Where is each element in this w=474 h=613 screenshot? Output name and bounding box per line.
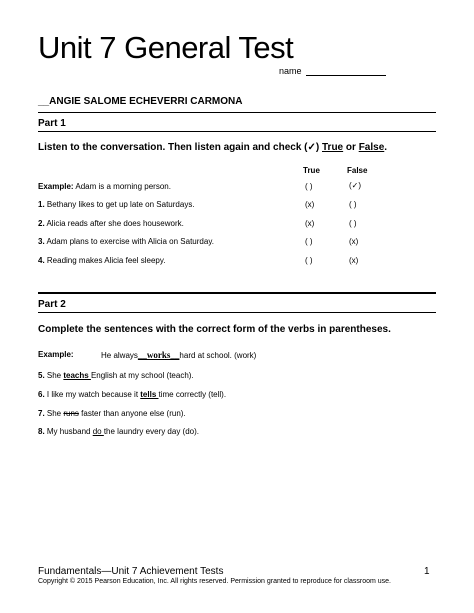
question-number: Example: xyxy=(38,182,74,191)
sentence-text: He always xyxy=(101,351,138,360)
sentence-number: 8. xyxy=(38,427,45,436)
question-text: Adam plans to exercise with Alicia on Saturday. xyxy=(44,237,214,246)
sentence-number: 6. xyxy=(38,390,45,399)
page-number: 1 xyxy=(424,566,430,577)
instruction-text: ) xyxy=(315,142,322,153)
sentence-text: English at my school (teach). xyxy=(90,371,194,380)
page-title: Unit 7 General Test xyxy=(38,30,294,65)
answer-blank: teachs xyxy=(63,371,91,380)
sentence-text: She xyxy=(44,409,64,418)
sentence-text: faster than anyone else (run). xyxy=(78,409,186,418)
false-mark: (✓) xyxy=(349,181,362,190)
sentence-row xyxy=(38,371,194,380)
false-mark: (x) xyxy=(349,237,359,246)
instruction-true: True xyxy=(322,142,344,153)
sentence-text: She xyxy=(44,371,64,380)
divider xyxy=(38,112,436,113)
sentence-text: I like my watch because it xyxy=(44,390,141,399)
sentence-text: hard at school. (work) xyxy=(179,351,257,360)
question-row xyxy=(38,219,184,228)
name-label: name xyxy=(279,66,302,76)
question-number: 3. xyxy=(38,237,45,246)
sentence-row xyxy=(38,390,226,399)
name-line xyxy=(306,66,386,76)
question-text: Adam is a morning person. xyxy=(73,182,171,191)
instruction-text: or xyxy=(343,142,359,153)
divider xyxy=(38,312,436,313)
instruction-text: Listen to the conversation. Then listen again and check ( xyxy=(38,142,308,153)
true-mark: ( ) xyxy=(305,182,313,191)
sentence-row xyxy=(38,427,199,436)
false-mark: ( ) xyxy=(349,219,357,228)
false-mark: ( ) xyxy=(349,200,357,209)
copyright-notice: Copyright © 2015 Pearson Education, Inc. All rights reserved. Permission granted to reproduce for classroom use. xyxy=(38,578,392,585)
part1-heading: Part 1 xyxy=(38,118,66,129)
part2-instruction: Complete the sentences with the correct form of the verbs in parentheses. xyxy=(38,324,391,335)
answer-blank: runs xyxy=(63,409,79,418)
true-mark: (x) xyxy=(305,200,315,209)
footer-title: Fundamentals—Unit 7 Achievement Tests xyxy=(38,566,224,577)
check-icon: ✓ xyxy=(307,142,316,153)
instruction-text: . xyxy=(384,142,388,153)
true-mark: ( ) xyxy=(305,256,313,265)
example-answer: __works__ xyxy=(137,350,180,360)
sentence-row xyxy=(38,409,186,418)
answer-blank: tells xyxy=(140,390,159,399)
question-row xyxy=(38,237,214,246)
column-header-false: False xyxy=(347,166,368,175)
example-sentence xyxy=(101,350,256,360)
false-mark: (x) xyxy=(349,256,359,265)
sentence-text: the laundry every day (do). xyxy=(103,427,199,436)
question-text: Reading makes Alicia feel sleepy. xyxy=(44,256,166,265)
column-header-true: True xyxy=(303,166,320,175)
sentence-number: 5. xyxy=(38,371,45,380)
question-text: Alicia reads after she does housework. xyxy=(44,219,184,228)
question-number: 2. xyxy=(38,219,45,228)
true-mark: (x) xyxy=(305,219,315,228)
example-label: Example: xyxy=(38,350,74,359)
question-row xyxy=(38,200,195,209)
answer-blank: do xyxy=(92,427,104,436)
question-number: 1. xyxy=(38,200,45,209)
question-number: 4. xyxy=(38,256,45,265)
section-divider xyxy=(38,292,436,294)
part2-heading: Part 2 xyxy=(38,299,66,310)
sentence-number: 7. xyxy=(38,409,45,418)
question-row xyxy=(38,182,171,191)
divider xyxy=(38,131,436,132)
sentence-text: time correctly (tell). xyxy=(158,390,227,399)
question-text: Bethany likes to get up late on Saturdays. xyxy=(44,200,195,209)
true-mark: ( ) xyxy=(305,237,313,246)
instruction-false: False xyxy=(358,142,385,153)
sentence-text: My husband xyxy=(44,427,93,436)
name-field xyxy=(279,66,386,76)
student-name: __ANGIE SALOME ECHEVERRI CARMONA xyxy=(38,96,243,107)
part1-instruction xyxy=(38,142,387,153)
example-row xyxy=(38,350,74,359)
question-row xyxy=(38,256,165,265)
